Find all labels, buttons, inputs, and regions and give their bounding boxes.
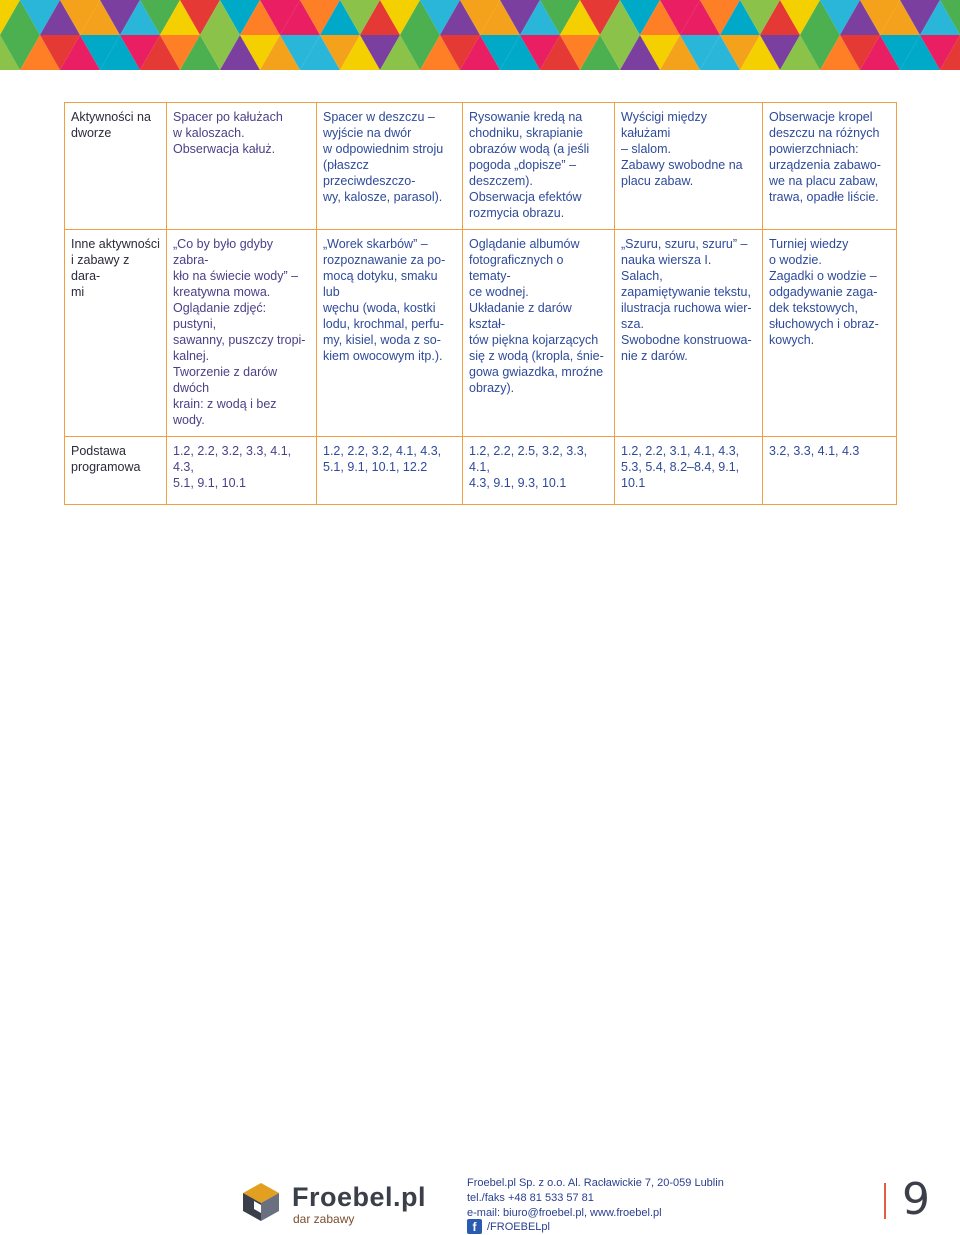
row-label-line: Podstawa — [71, 444, 126, 458]
cell-text-line: Swobodne konstruowa- — [621, 333, 752, 347]
cell-text-line: Tworzenie z darów dwóch — [173, 365, 278, 395]
table-cell — [615, 103, 763, 230]
cell-text-line: zapamiętywanie tekstu, — [621, 285, 751, 299]
cell-text-line: kło na świecie wody” – — [173, 269, 299, 283]
row-label-line: i zabawy z dara- — [71, 253, 130, 283]
cell-text-line: Zabawy swobodne na — [621, 158, 743, 172]
cell-text-line: „Co by było gdyby zabra- — [173, 237, 274, 267]
cell-text-line: kiem owocowym itp.). — [323, 349, 443, 363]
cell-text-line: my, kisiel, woda z so- — [323, 333, 441, 347]
cell-text-line: obrazów wodą (a jeśli — [469, 142, 590, 156]
cell-text-line: Spacer w deszczu – — [323, 110, 435, 124]
cell-text-line: 5.1, 9.1, 10.1 — [173, 476, 246, 490]
table-cell — [463, 437, 615, 505]
row-label-line: Aktywności na — [71, 110, 151, 124]
cell-text-line: w kaloszach. — [173, 126, 245, 140]
row-label — [65, 103, 167, 230]
cell-text-line: deszczem). — [469, 174, 533, 188]
table-cell — [167, 230, 317, 437]
facebook-handle[interactable]: /FROEBELpl — [487, 1221, 550, 1233]
page-number-divider — [884, 1183, 886, 1219]
cell-text-line: Spacer po kałużach — [173, 110, 283, 124]
cell-text-line: trawa, opadłe liście. — [769, 190, 879, 204]
cell-text-line: sza. — [621, 317, 644, 331]
cell-text-line: mocą dotyku, smaku lub — [323, 269, 438, 299]
cell-text-line: ilustracja ruchowa wier- — [621, 301, 752, 315]
page-number: 9 — [902, 1174, 930, 1225]
table-cell — [317, 437, 463, 505]
cell-text-line: 4.3, 9.1, 9.3, 10.1 — [469, 476, 567, 490]
cell-text-line: węchu (woda, kostki — [323, 301, 436, 315]
cell-text-line: nie z darów. — [621, 349, 688, 363]
footer — [0, 580, 960, 1234]
table-cell — [763, 103, 897, 230]
cell-text-line: deszczu na różnych — [769, 126, 880, 140]
row-label — [65, 437, 167, 505]
cell-text-line: wy, kalosze, parasol). — [323, 190, 443, 204]
cell-text-line: 1.2, 2.2, 3.2, 3.3, 4.1, 4.3, — [173, 444, 292, 474]
cell-text-line: rozmycia obrazu. — [469, 206, 565, 220]
froebel-logo-icon — [240, 1181, 282, 1223]
cell-text-line: sawanny, puszczy tropi- — [173, 333, 306, 347]
cell-text-line: placu zabaw. — [621, 174, 694, 188]
cell-text-line: 10.1 — [621, 476, 646, 490]
table-cell — [317, 103, 463, 230]
table-cell — [463, 103, 615, 230]
cell-text-line: krain: z wodą i bez wody. — [173, 397, 277, 427]
cell-text-line: Oglądanie albumów — [469, 237, 580, 251]
cell-text-line: Obserwacja efektów — [469, 190, 582, 204]
row-label-line: Inne aktywności — [71, 237, 160, 251]
cell-text-line: chodniku, skrapianie — [469, 126, 583, 140]
cell-text-line: Oglądanie zdjęć: pustyni, — [173, 301, 267, 331]
cell-text-line: Układanie z darów kształ- — [469, 301, 572, 331]
row-label-line: mi — [71, 285, 85, 299]
cell-text-line: się z wodą (kropla, śnie- — [469, 349, 604, 363]
cell-text-line: 1.2, 2.2, 2.5, 3.2, 3.3, 4.1, — [469, 444, 588, 474]
cell-text-line: Wyścigi między kałużami — [621, 110, 708, 140]
table-cell — [615, 437, 763, 505]
row-label-line: programowa — [71, 460, 141, 474]
cell-text-line: nauka wiersza I. Salach, — [621, 253, 712, 283]
cell-text-line: słuchowych i obraz- — [769, 317, 879, 331]
cell-text-line: kowych. — [769, 333, 815, 347]
cell-text-line: pogoda „dopisze” – — [469, 158, 577, 172]
cell-text-line: Turniej wiedzy — [769, 237, 849, 251]
table-cell — [763, 230, 897, 437]
table-cell — [615, 230, 763, 437]
table-row — [65, 103, 897, 230]
cell-text-line: 1.2, 2.2, 3.2, 4.1, 4.3, — [323, 444, 442, 458]
facebook-icon: f — [467, 1219, 482, 1234]
cell-text-line: powierzchniach: — [769, 142, 859, 156]
company-email[interactable]: e-mail: biuro@froebel.pl, www.froebel.pl — [467, 1207, 662, 1219]
cell-text-line: „Szuru, szuru, szuru” – — [621, 237, 748, 251]
cell-text-line: gowa gwiazdka, mroźne — [469, 365, 604, 379]
cell-text-line: 1.2, 2.2, 3.1, 4.1, 4.3, — [621, 444, 740, 458]
company-phone: tel./faks +48 81 533 57 81 — [467, 1192, 594, 1204]
table-cell — [167, 437, 317, 505]
table-row — [65, 230, 897, 437]
cell-text-line: – slalom. — [621, 142, 672, 156]
cell-text-line: lodu, krochmal, perfu- — [323, 317, 444, 331]
cell-text-line: fotograficznych o tematy- — [469, 253, 564, 283]
cell-text-line: w odpowiednim stroju — [323, 142, 444, 156]
row-label-line: dworze — [71, 126, 112, 140]
row-label — [65, 230, 167, 437]
table-cell — [317, 230, 463, 437]
table-row — [65, 437, 897, 505]
cell-text-line: wyjście na dwór — [323, 126, 412, 140]
brand-name: Froebel.pl — [292, 1182, 427, 1212]
cell-text-line: Obserwacja kałuż. — [173, 142, 276, 156]
brand-tagline: dar zabawy — [293, 1212, 355, 1226]
cell-text-line: 3.2, 3.3, 4.1, 4.3 — [769, 444, 860, 458]
cell-text-line: 5.3, 5.4, 8.2–8.4, 9.1, — [621, 460, 740, 474]
cell-text-line: 5.1, 9.1, 10.1, 12.2 — [323, 460, 428, 474]
cell-text-line: kreatywna mowa. — [173, 285, 271, 299]
cell-text-line: Rysowanie kredą na — [469, 110, 583, 124]
activity-table — [64, 102, 897, 505]
cell-text-line: we na placu zabaw, — [769, 174, 879, 188]
cell-text-line: (płaszcz przeciwdeszczo- — [323, 158, 416, 188]
company-address: Froebel.pl Sp. z o.o. Al. Racławickie 7, 20-059 Lublin — [467, 1177, 724, 1189]
cell-text-line: kalnej. — [173, 349, 210, 363]
table-cell — [167, 103, 317, 230]
cell-text-line: rozpoznawanie za po- — [323, 253, 446, 267]
cell-text-line: dek tekstowych, — [769, 301, 858, 315]
cell-text-line: odgadywanie zaga- — [769, 285, 878, 299]
cell-text-line: o wodzie. — [769, 253, 822, 267]
cell-text-line: ce wodnej. — [469, 285, 529, 299]
cell-text-line: „Worek skarbów” – — [323, 237, 428, 251]
table-cell — [463, 230, 615, 437]
cell-text-line: Zagadki o wodzie – — [769, 269, 877, 283]
cell-text-line: Obserwacje kropel — [769, 110, 873, 124]
cell-text-line: tów piękna kojarzących — [469, 333, 599, 347]
table-cell — [763, 437, 897, 505]
cell-text-line: obrazy). — [469, 381, 515, 395]
cell-text-line: urządzenia zabawo- — [769, 158, 881, 172]
decorative-triangle-banner — [0, 0, 960, 70]
